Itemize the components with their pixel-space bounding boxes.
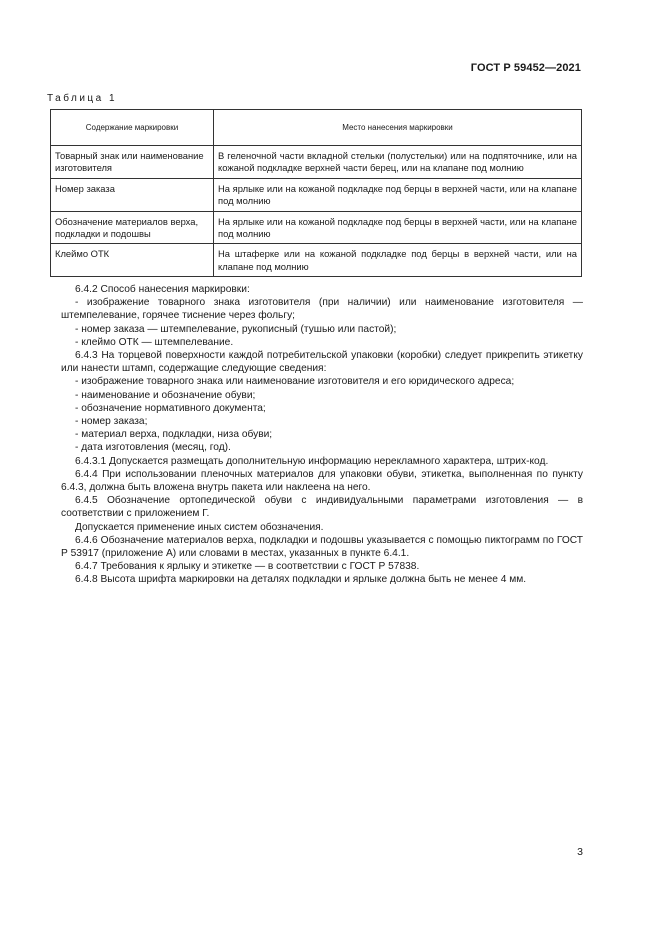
marking-table (50, 109, 582, 277)
list-item: - номер заказа — штемпелевание, рукописный (тушью или пастой); (75, 323, 397, 335)
list-item: - наименование и обозначение обуви; (75, 389, 256, 401)
body-text (61, 283, 583, 587)
column-header-location: Место нанесения маркировки (214, 110, 582, 146)
paragraph: 6.4.4 При использовании пленочных материалов для упаковки обуви, этикетка, выполненная по пункту 6.4.3, должна быть вложена внутрь пакета или наклеена на него. (61, 468, 583, 494)
list-item: - номер заказа; (75, 416, 148, 428)
table-caption: Таблица 1 (47, 93, 118, 104)
paragraph: Допускается применение иных систем обозначения. (75, 521, 324, 533)
table-header-row (51, 110, 582, 146)
paragraph: 6.4.3 На торцевой поверхности каждой потребительской упаковки (коробки) следует прикрепить этикетку или нанести штамп, содержащие следующие сведения: (61, 350, 583, 375)
column-header-content: Содержание маркировки (51, 110, 214, 146)
list-item: - изображение товарного знака изготовителя (при наличии) или наименование изготовителя — штемпелевание, горячее тиснение через фольгу; (61, 297, 583, 322)
table-row (51, 244, 582, 277)
table-row (51, 146, 582, 179)
table-cell-content: Номер заказа (51, 178, 214, 211)
paragraph: 6.4.2 Способ нанесения маркировки: (75, 284, 250, 295)
paragraph: 6.4.5 Обозначение ортопедической обуви с индивидуальными параметрами изготовления — в соответствии с приложением Г. (61, 495, 583, 520)
table-cell-location: На штаферке или на кожаной подкладке под берцы в верхней части, или на клапане под молнию (214, 244, 582, 277)
table-cell-content: Клеймо ОТК (51, 244, 214, 277)
paragraph: 6.4.6 Обозначение материалов верха, подкладки и подошвы указывается с помощью пиктограмм по ГОСТ Р 53917 (приложение А) или словами в местах, указанных в пункте 6.4.1. (61, 534, 583, 560)
list-item: - дата изготовления (месяц, год). (75, 442, 231, 454)
table-cell-content: Обозначение материалов верха, подкладки и подошвы (51, 211, 214, 244)
table-cell-location: На ярлыке или на кожаной подкладке под берцы в верхней части, или на клапане под молнию (214, 178, 582, 211)
paragraph: 6.4.3.1 Допускается размещать дополнительную информацию нерекламного характера, штрих-код. (75, 455, 549, 467)
table-cell-content: Товарный знак или наименование изготовителя (51, 146, 214, 179)
paragraph: 6.4.8 Высота шрифта маркировки на деталях подкладки и ярлыке должна быть не менее 4 мм. (75, 574, 527, 586)
page-number: 3 (577, 846, 583, 858)
table-row (51, 211, 582, 244)
document-standard-number: ГОСТ Р 59452—2021 (470, 62, 581, 74)
list-item: - клеймо ОТК — штемпелевание. (75, 336, 234, 348)
list-item: - изображение товарного знака или наименование изготовителя и его юридического адреса; (75, 376, 515, 388)
table-cell-location: В геленочной части вкладной стельки (полустельки) или на подпяточнике, или на кожаной подкладке верхней части берец, или на клапане под молнию (214, 146, 582, 179)
list-item: - обозначение нормативного документа; (75, 402, 266, 414)
list-item: - материал верха, подкладки, низа обуви; (75, 429, 273, 441)
table-cell-location: На ярлыке или на кожаной подкладке под берцы в верхней части, или на клапане под молнию (214, 211, 582, 244)
table-row (51, 178, 582, 211)
paragraph: 6.4.7 Требования к ярлыку и этикетке — в соответствии с ГОСТ Р 57838. (75, 561, 420, 573)
